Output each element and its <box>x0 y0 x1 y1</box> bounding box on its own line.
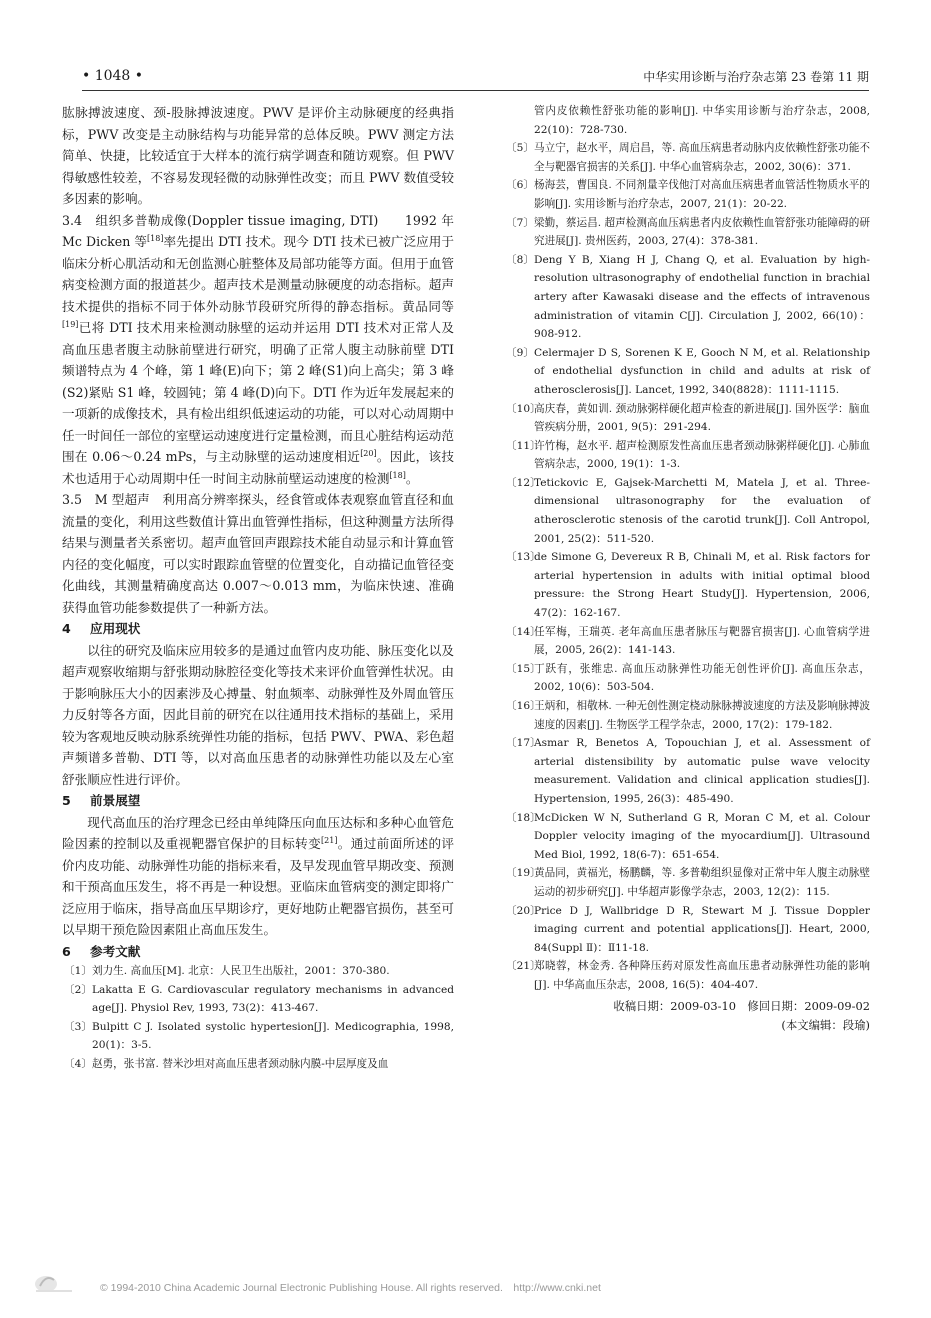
header-divider <box>82 90 869 91</box>
reference-item <box>504 734 870 808</box>
reference-number: 〔13〕 <box>506 551 541 564</box>
reference-number: 〔18〕 <box>506 811 541 824</box>
reference-text: 任军梅，王瑞英. 老年高血压患者脉压与靶器官损害[J]. 心血管病学进展，2005, 26(2)：141-143. <box>534 625 870 657</box>
reference-text: Price D J, Wallbridge D R, Stewart M J. Tissue Doppler imaging current and potential applications[J]. Heart, 2000, 84(Suppl Ⅱ)：Ⅱ11-18. <box>534 904 870 954</box>
reference-text: de Simone G, Devereux R B, Chinali M, et al. Risk factors for arterial hypertension in adults with initial optimal blood pressure: the Strong Heart Study[J]. Hypertension, 2006, 47(2)：162-167. <box>534 551 870 620</box>
section-3-4-heading: 3.4 组织多普勒成像(Doppler tissue imaging, DTI) 1992 年 Mc Dicken 等 <box>62 212 454 249</box>
reference-number: 〔20〕 <box>506 904 541 917</box>
section-title: 应用现状 <box>90 621 141 636</box>
reference-number: 〔15〕 <box>506 662 541 675</box>
reference-text: 许竹梅，赵水平. 超声检测原发性高血压患者颈动脉粥样硬化[J]. 心肺血管病杂志，2000, 19(1)：1-3. <box>534 439 870 471</box>
citation: [19] <box>62 319 79 329</box>
section-3-4 <box>62 210 454 490</box>
reference-item <box>62 962 454 981</box>
section-4-heading <box>62 618 454 640</box>
reference-number: 〔6〕 <box>506 179 534 192</box>
reference-item <box>504 102 870 139</box>
reference-list-right <box>504 102 870 995</box>
reference-item <box>504 437 870 474</box>
reference-text: 马立宁，赵水平，周启昌，等. 高血压病患者动脉内皮依赖性舒张功能不全与靶器官损害的关系[J]. 中华心血管病杂志，2002, 30(6)：371. <box>534 142 870 173</box>
reference-item <box>62 1018 454 1055</box>
reference-text: 高庆春，黄如训. 颈动脉粥样硬化超声检查的新进展[J]. 国外医学：脑血管疾病分册，2001, 9(5)：291-294. <box>534 402 870 434</box>
copyright-footer: © 1994-2010 China Academic Journal Electronic Publishing House. All rights reserved. http://www.cnki.net <box>100 1282 601 1294</box>
citation: [18] <box>389 470 406 480</box>
reference-item <box>504 139 870 176</box>
section-title: 前景展望 <box>90 793 141 808</box>
reference-number: 〔3〕 <box>64 1020 92 1033</box>
reference-item <box>504 400 870 437</box>
section-number: 5 <box>62 793 71 808</box>
reference-number: 〔10〕 <box>506 402 541 415</box>
reference-text: 梁勤，蔡运昌. 超声检测高血压病患者内皮依赖性血管舒张功能障碍的研究进展[J]. 贵州医药，2003, 27(4)：378-381. <box>534 216 870 248</box>
reference-text: McDicken W N, Sutherland G R, Moran C M, et al. Colour Doppler velocity imaging of the myocardium[J]. Ultrasound Med Biol, 1992, 18(6-7)：651-654. <box>534 811 870 861</box>
reference-text: Lakatta E G. Cardiovascular regulatory mechanisms in advanced age[J]. Physiol Rev, 1993, 73(2)：413-467. <box>92 983 454 1015</box>
right-column <box>504 102 870 1035</box>
reference-number: 〔14〕 <box>506 625 541 638</box>
text-run: 已将 DTI 技术用来检测动脉壁的运动并运用 DTI 技术对正常人及高血压患者腹主动脉前壁进行研究，明确了正常人腹主动脉前壁 DTI 频谱特点为 4 个峰，第 1 峰(E)向下；第 2 峰(S1)向上高尖；第 3 峰(S2)紧贴 S1 峰，较圆钝；第 4 峰(D)向下。DTI 作为近年发展起来的一项新的成像技术，具有检出组织低速运动的功能，可以对心动周期中任一时间任一部位的室壁运动速度进行定量检测，而且心脏结构运动范围在 0.06～0.24 mPs，与主动脉壁的运动速度相近 <box>62 320 454 464</box>
reference-number: 〔2〕 <box>64 983 92 996</box>
reference-number: 〔16〕 <box>506 700 541 712</box>
reference-item <box>504 902 870 958</box>
reference-number: 〔21〕 <box>506 960 541 973</box>
reference-text: Tetickovic E, Gajsek-Marchetti M, Matela J, et al. Three-dimensional ultrasonography for the evaluation of atherosclerotic stenosis of the carotid trunk[J]. Coll Antropol, 2001, 25(2)：511-520. <box>534 476 870 545</box>
reference-number: 〔5〕 <box>506 142 534 155</box>
reference-number: 〔1〕 <box>64 965 92 977</box>
citation: [18] <box>147 233 164 243</box>
reference-list-left <box>62 962 454 1074</box>
reference-text: Celermajer D S, Sorenen K E, Gooch N M, et al. Relationship of endothelial dysfunction in child and adults at risk of atherosclerosis[J]. Lancet, 1992, 340(8828)：1111-1115. <box>534 346 870 396</box>
reference-number: 〔11〕 <box>506 439 541 452</box>
reference-item <box>62 981 454 1018</box>
left-column <box>62 102 454 1074</box>
section-number: 4 <box>62 621 71 636</box>
text-run: 。因此，该技术也适用于心动周期中任一时间主动脉前壁运动速度的检测 <box>62 449 454 486</box>
reference-item <box>504 697 870 734</box>
reference-number: 〔8〕 <box>506 253 534 266</box>
section-6-heading <box>62 941 454 963</box>
text-run: 。 <box>405 470 419 486</box>
reference-text: Deng Y B, Xiang H J, Chang Q, et al. Evaluation by high-resolution ultrasonography of endothelial function in brachial artery after Kawasaki disease and the effects of intravenous administration of vitamin C[J]. Circulation J, 2002, 66(10)：908-912. <box>534 253 870 341</box>
text-run: 。通过前面所述的评价内皮功能、动脉弹性功能的指标来看，及早发现血管早期改变、预测和干预高血压发生，将不再是一种设想。亚临床血管病变的测定即将广泛应用于临床，指导高血压早期诊疗，更好地防止靶器官损伤，甚至可以早期干预危险因素阻止高血压发生。 <box>62 836 455 937</box>
reference-item <box>504 864 870 901</box>
section-5-body <box>62 812 454 941</box>
section-number: 6 <box>62 943 71 959</box>
page-number: • 1048 • <box>82 68 144 84</box>
reference-text: 丁跃有，张维忠. 高血压动脉弹性功能无创性评价[J]. 高血压杂志，2002, 10(6)：503-504. <box>534 662 870 694</box>
reference-number: 〔4〕 <box>64 1057 92 1070</box>
citation: [20] <box>360 448 377 458</box>
reference-number: 〔19〕 <box>506 867 541 880</box>
section-5-heading <box>62 790 454 812</box>
reference-item <box>504 474 870 548</box>
reference-item <box>504 809 870 865</box>
reference-item <box>504 214 870 251</box>
paragraph-pwv: 肱脉搏波速度、颈-股脉搏波速度。PWV 是评价主动脉硬度的经典指标，PWV 改变是主动脉结构与功能异常的总体反映。PWV 测定方法简单、快捷，比较适宜于大样本的流行病学调查和随访观察。但 PWV 得敏感性较差，不容易发现轻微的动脉弹性改变；而且 PWV 数值受较多因素的影响。 <box>62 105 454 206</box>
reference-number: 〔9〕 <box>506 346 534 359</box>
reference-number: 〔17〕 <box>506 737 541 750</box>
cnki-logo-icon <box>32 1270 76 1294</box>
editor-note: (本文编辑：段瑜) <box>781 1017 870 1032</box>
reference-item <box>504 176 870 213</box>
text-run: 现代高血压的治疗理念已经由单纯降压向血压达标和多种心血管危险因素的控制以及重视靶器官保护的目标转变 <box>62 814 454 851</box>
section-4-body: 以往的研究及临床应用较多的是通过血管内皮功能、脉压变化以及超声观察收缩期与舒张期动脉腔径变化等技术来评价血管弹性状况。由于影响脉压大小的因素涉及心搏量、射血频率、动脉弹性及外周血管压力反射等各方面，因此目前的研究在以往通用技术指标的基础上，采用较为客观地反映动脉系统弹性功能的指标，包括 PWV、PWA、彩色超声频谱多普勒、DTI 等，以对高血压患者的动脉弹性功能以及左心室舒张顺应性进行评价。 <box>62 642 454 787</box>
citation: [21] <box>321 835 338 845</box>
reference-text: 刘力生. 高血压[M]. 北京：人民卫生出版社，2001：370-380. <box>92 965 390 977</box>
reference-text: 管内皮依赖性舒张功能的影响[J]. 中华实用诊断与治疗杂志，2008, 22(10)：728-730. <box>534 105 870 136</box>
reference-text: 杨海芸，曹国良. 不同剂量辛伐他汀对高血压病患者血管活性物质水平的影响[J]. 实用诊断与治疗杂志，2007, 21(1)：20-22. <box>534 179 870 210</box>
reference-text: Bulpitt C J. Isolated systolic hypertesion[J]. Medicographia, 1998, 20(1)：3-5. <box>92 1020 454 1052</box>
reference-item <box>504 344 870 400</box>
reference-item <box>62 1055 454 1074</box>
reference-number: 〔12〕 <box>506 476 541 489</box>
reference-number: 〔7〕 <box>506 216 534 229</box>
reference-text: 赵勇，张书富. 替米沙坦对高血压患者颈动脉内膜-中层厚度及血 <box>92 1057 389 1070</box>
reference-item <box>504 623 870 660</box>
reference-text: 王炳和，相敬林. 一种无创性测定桡动脉脉搏波速度的方法及影响脉搏波速度的因素[J]. 生物医学工程学杂志，2000, 17(2)：179-182. <box>534 700 870 731</box>
reference-item <box>504 548 870 622</box>
received-revised-dates: 收稿日期：2009-03-10 修回日期：2009-09-02 <box>613 998 870 1013</box>
journal-running-title: 中华实用诊断与治疗杂志第 23 卷第 11 期 <box>643 70 869 84</box>
reference-text: 郑晓蓉，林金秀. 各种降压药对原发性高血压患者动脉弹性功能的影响[J]. 中华高血压杂志，2008, 16(5)：404-407. <box>534 960 870 991</box>
reference-item <box>504 660 870 697</box>
reference-item <box>504 957 870 994</box>
section-title: 参考文献 <box>90 943 141 959</box>
reference-text: Asmar R, Benetos A, Topouchian J, et al. Assessment of arterial distensibility by automatic pulse wave velocity measurement. Validation and clinical application studies[J]. Hypertension, 1995, 26(3)：485-490. <box>534 737 870 805</box>
section-3-5: 3.5 M 型超声 利用高分辨率探头，经食管或体表观察血管直径和血流量的变化，利用这些数值计算出血管弹性指标，但这种测量方法所得结果与测量者关系密切。超声血管回声跟踪技术能自动显示和计算血管内径的变化幅度，可以实时跟踪血管壁的位置变化，自动描记血管径变化曲线，其测量精确度高达 0.007～0.013 mm，为临床快速、准确获得血管功能参数提供了一种新方法。 <box>62 492 454 615</box>
reference-item <box>504 251 870 344</box>
text-run: 率先提出 DTI 技术。现今 DTI 技术已被广泛应用于临床分析心肌活动和无创监测心脏整体及局部功能等方面。但用于血管病变检测方面的报道甚少。超声技术是测量动脉硬度的动态指标。超声技术提供的指标不同于体外动脉节段研究所得的静态指标。黄品同等 <box>62 234 454 314</box>
reference-text: 黄品同，黄福光，杨鹏麟，等. 多普勒组织显像对正常中年人腹主动脉壁运动的初步研究[J]. 中华超声影像学杂志，2003, 12(2)：115. <box>534 867 870 898</box>
